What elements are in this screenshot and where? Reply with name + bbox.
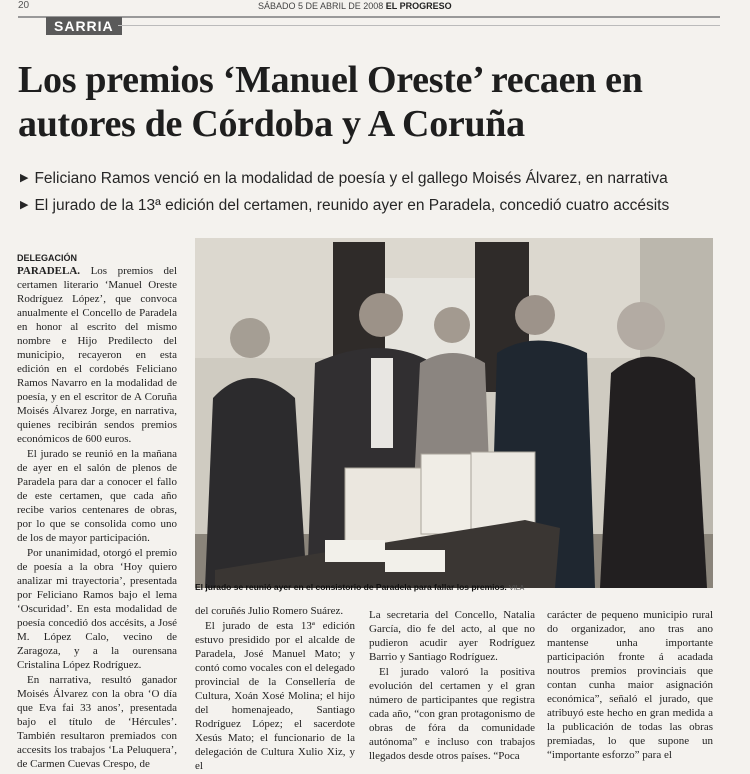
bullet-triangle-icon: ▶ bbox=[20, 172, 29, 184]
jury-photo bbox=[195, 238, 713, 588]
dateline bbox=[258, 1, 452, 11]
paragraph: del coruñés Julio Romero Suárez. bbox=[195, 605, 344, 617]
subheadline-2-text: El jurado de la 13ª edición del certamen, reunido ayer en Paradela, concedió cuatro accésits bbox=[34, 197, 670, 214]
top-rule bbox=[18, 16, 720, 18]
paragraph: carácter de pequeno municipio rural do organizador, ano tras ano mantense unha importante participación fronte á acadada noutros premios provinciais que contan cunha maior asignación económica”, señaló el jurado, que atribuyó este hecho en gran medida a la publicación de todas las obras premiadas, lo que supone un “importante esforzo” para el bbox=[547, 609, 713, 761]
subheadline-1 bbox=[20, 170, 720, 188]
paragraph: Por unanimidad, otorgó el premio de poesía a la obra ‘Hoy quiero analizar mi trayectoria’, presentada por Feliciano Ramos bajo el lema ‘Oscuridad’. En esta modalidad de poesía concedió dos accésits, a José M. López Calo, vecino de Zaragoza, y a la ourensana Cristalina López Rodríguez. bbox=[17, 547, 177, 671]
section-rule bbox=[118, 25, 720, 26]
newspaper-name: EL PROGRESO bbox=[385, 1, 452, 11]
article-column-4 bbox=[547, 608, 713, 763]
dateline-place: PARADELA. bbox=[17, 265, 81, 277]
section-label: SARRIA bbox=[46, 17, 122, 35]
caption-text: El jurado se reunió ayer en el consistorio de Paradela para fallar los premios. bbox=[195, 582, 507, 592]
issue-date: SÁBADO 5 DE ABRIL DE 2008 bbox=[258, 1, 384, 11]
paragraph: El jurado se reunió en la mañana de ayer en el salón de plenos de Paradela para dar a conocer el fallo de este certamen, que cada año recibe varios centenares de obras, por lo que se consolida como uno de los de mayor participación. bbox=[17, 448, 177, 544]
photo-caption bbox=[195, 582, 713, 592]
subheadline-2 bbox=[20, 197, 720, 215]
page-number: 20 bbox=[18, 0, 30, 11]
paragraph-text: Los premios del certamen literario ‘Manuel Oreste Rodríguez López’, que convoca anualmente el Concello de Paradela en honor al escrito del mismo nombre e Hijo Predilecto del municipio, recayeron en esta edición en el cordobés Feliciano Ramos Navarro en la modalidad de poesía, y en el escritor de A Coruña Moisés Álvarez Jorge, en narrativa, quienes recibirán sendos premios económicos de 600 euros. bbox=[17, 265, 177, 445]
article-column-3 bbox=[369, 608, 535, 764]
bullet-triangle-icon: ▶ bbox=[20, 199, 29, 211]
photo-illustration bbox=[195, 238, 713, 588]
photo-credit: VILA bbox=[509, 585, 525, 592]
headline: Los premios ‘Manuel Oreste’ recaen en autores de Córdoba y A Coruña bbox=[18, 59, 643, 145]
byline: DELEGACIÓN bbox=[17, 253, 78, 263]
paragraph: En narrativa, resultó ganador Moisés Álvarez con la obra ‘O día que Eva fai 33 anos’, presentada bajo el título de ‘Hércules’. También resultaron premiados con accesits los trabajos ‘La Peluquera’, de Carmen Cuevas Crespo, de bbox=[17, 674, 177, 770]
paragraph bbox=[17, 264, 177, 446]
article-column-2 bbox=[195, 604, 355, 774]
paragraph: El jurado de esta 13ª edición estuvo presidido por el alcalde de Paradela, José Manuel Mato; y contó como vocales con el delegado provincial de la Consellería de Cultura, Xoán Xosé Molina; el hijo del homenajeado, Santiago Rodríguez López; el sacerdote Xesús Mato; el funcionario de la delegación de Cultura Xulio Xiz, y el bbox=[195, 620, 355, 772]
article-column-1 bbox=[17, 253, 177, 772]
subheadline-1-text: Feliciano Ramos venció en la modalidad de poesía y el gallego Moisés Álvarez, en narrativa bbox=[34, 170, 668, 187]
paragraph: El jurado valoró la positiva evolución del certamen y el gran número de participantes que registra cada año, “con gran protagonismo de obras de fóra da comunidade autónoma” e incluso con trabajos llegados desde otros países. “Poca bbox=[369, 666, 535, 762]
paragraph: La secretaria del Concello, Natalia García, dio fe del acto, al que no pudieron acudir ayer Rodríguez Barrio y Santiago Rodríguez. bbox=[369, 609, 535, 663]
